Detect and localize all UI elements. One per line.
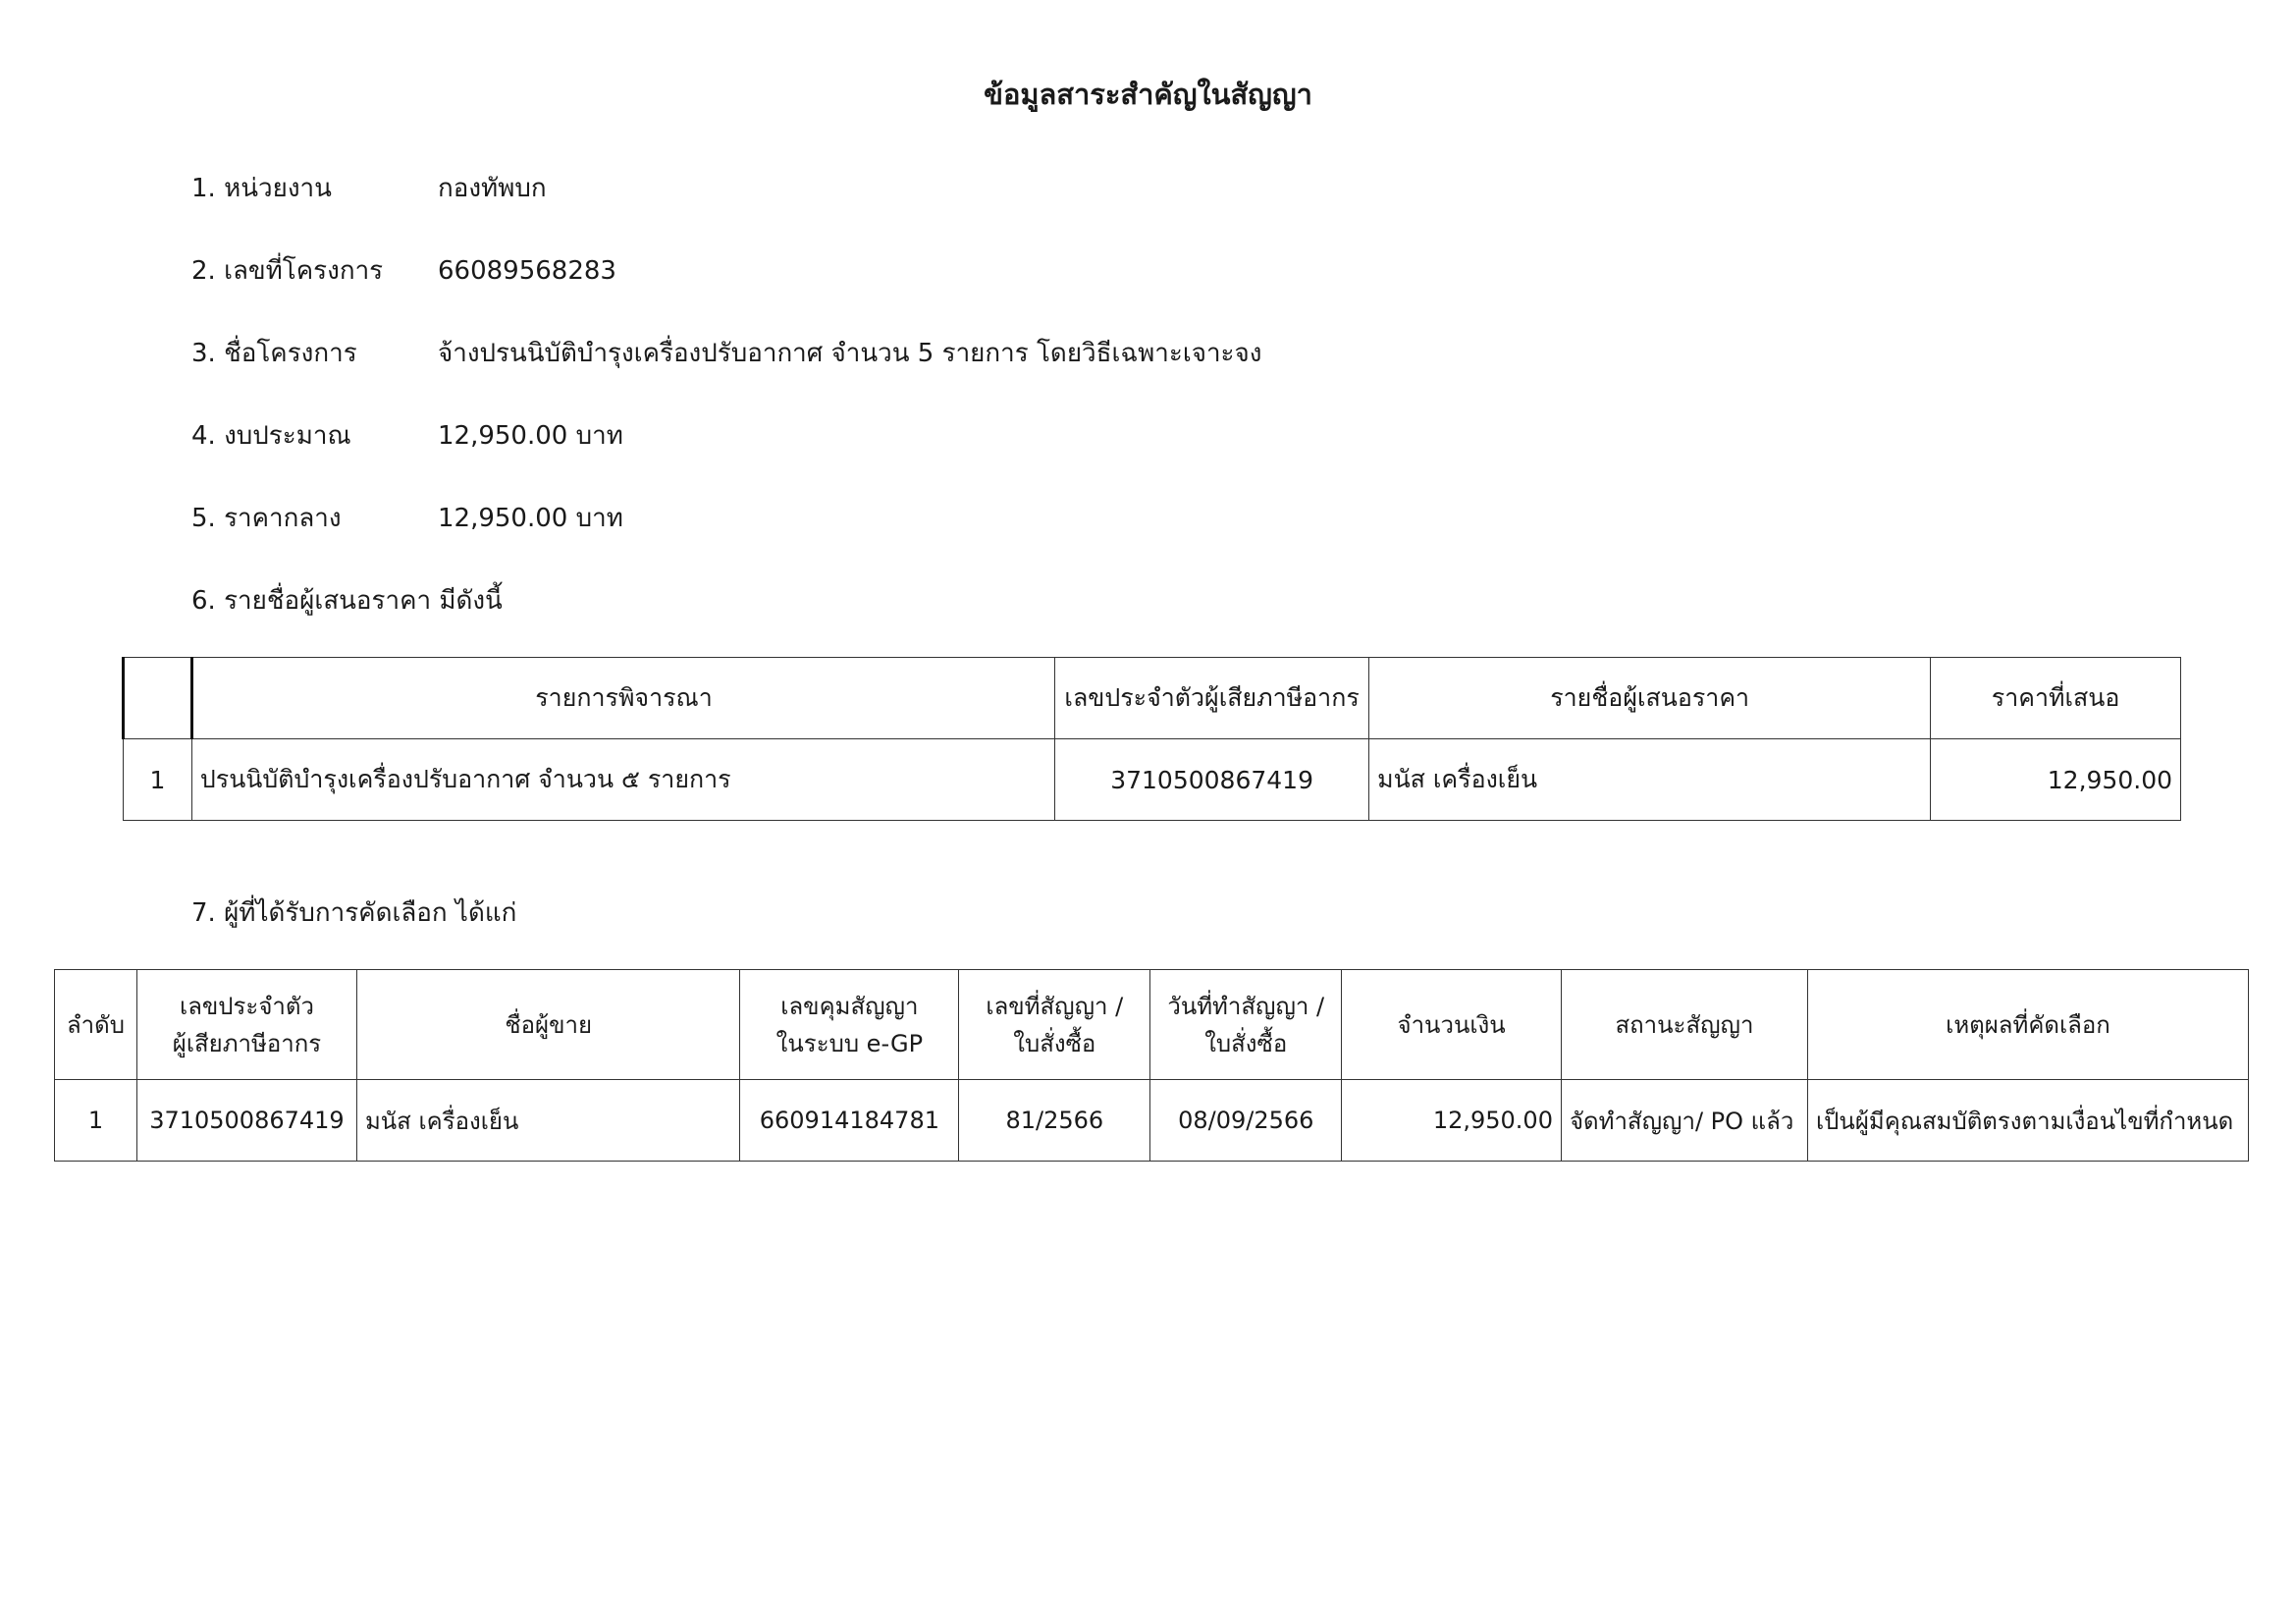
winner-section-label: 7. ผู้ที่ได้รับการคัดเลือก ได้แก่ (191, 898, 517, 928)
winners-cell-status: จัดทำสัญญา/ PO แล้ว (1561, 1080, 1807, 1162)
winners-cell-tax-id: 3710500867419 (136, 1080, 356, 1162)
winners-cell-contract-no: 81/2566 (959, 1080, 1150, 1162)
bids-cell-price: 12,950.00 (1931, 739, 2181, 821)
field-project-number-label: 2. เลขที่โครงการ (191, 256, 384, 286)
field-budget-value: 12,950.00 บาท (438, 421, 623, 451)
winners-header-amount: จำนวนเงิน (1342, 970, 1562, 1080)
winners-cell-seq: 1 (55, 1080, 137, 1162)
bids-table (122, 657, 2181, 821)
field-agency-label: 1. หน่วยงาน (191, 174, 332, 203)
winners-table-header-row (55, 970, 2249, 1080)
bids-header-index (124, 658, 192, 739)
winners-cell-amount: 12,950.00 (1342, 1080, 1562, 1162)
document-title: ข้อมูลสาระสำคัญในสัญญา (984, 78, 1312, 111)
table-row (124, 739, 2181, 821)
field-budget-label: 4. งบประมาณ (191, 421, 351, 451)
winners-header-tax-id-line2: ผู้เสียภาษีอากร (172, 1029, 322, 1057)
winners-header-contract-no-line2: ใบสั่งซื้อ (1013, 1029, 1096, 1057)
winners-header-tax-id-line1: เลขประจำตัว (179, 992, 314, 1020)
table-row (55, 1080, 2249, 1162)
winners-header-control-no (740, 970, 959, 1080)
winners-header-contract-date (1150, 970, 1342, 1080)
field-project-name-label: 3. ชื่อโครงการ (191, 339, 357, 368)
winners-cell-reason: เป็นผู้มีคุณสมบัติตรงตามเงื่อนไขที่กำหนด (1807, 1080, 2248, 1162)
winners-header-contract-no (959, 970, 1150, 1080)
bids-cell-item: ปรนนิบัติบำรุงเครื่องปรับอากาศ จำนวน ๕ รายการ (191, 739, 1054, 821)
winners-header-contract-date-line1: วันที่ทำสัญญา / (1167, 992, 1325, 1020)
winners-table (54, 969, 2249, 1162)
bids-cell-index: 1 (124, 739, 192, 821)
bids-header-item: รายการพิจารณา (191, 658, 1054, 739)
field-bidders-heading-label: 6. รายชื่อผู้เสนอราคา มีดังนี้ (191, 586, 503, 616)
bids-table-header-row (124, 658, 2181, 739)
field-project-name-value: จ้างปรนนิบัติบำรุงเครื่องปรับอากาศ จำนวน 5 รายการ โดยวิธีเฉพาะเจาะจง (438, 339, 1262, 368)
winners-header-status: สถานะสัญญา (1561, 970, 1807, 1080)
field-agency-value: กองทัพบก (438, 174, 547, 203)
winners-header-seller: ชื่อผู้ขาย (356, 970, 739, 1080)
winners-header-tax-id (136, 970, 356, 1080)
field-median-price-value: 12,950.00 บาท (438, 504, 623, 533)
winners-header-control-no-line2: ในระบบ e-GP (775, 1029, 924, 1057)
winners-header-contract-date-line2: ใบสั่งซื้อ (1204, 1029, 1288, 1057)
winners-cell-contract-date: 08/09/2566 (1150, 1080, 1342, 1162)
winners-header-contract-no-line1: เลขที่สัญญา / (986, 992, 1124, 1020)
winners-cell-seller: มนัส เครื่องเย็น (356, 1080, 739, 1162)
field-project-number-value: 66089568283 (438, 256, 616, 286)
winners-cell-control-no: 660914184781 (740, 1080, 959, 1162)
field-median-price-label: 5. ราคากลาง (191, 504, 342, 533)
bids-header-bidder: รายชื่อผู้เสนอราคา (1369, 658, 1931, 739)
bids-cell-bidder: มนัส เครื่องเย็น (1369, 739, 1931, 821)
winners-header-control-no-line1: เลขคุมสัญญา (780, 992, 919, 1020)
bids-cell-tax-id: 3710500867419 (1055, 739, 1369, 821)
bids-header-price: ราคาที่เสนอ (1931, 658, 2181, 739)
winners-header-reason: เหตุผลที่คัดเลือก (1807, 970, 2248, 1080)
bids-header-tax-id: เลขประจำตัวผู้เสียภาษีอากร (1055, 658, 1369, 739)
winners-header-seq: ลำดับ (55, 970, 137, 1080)
